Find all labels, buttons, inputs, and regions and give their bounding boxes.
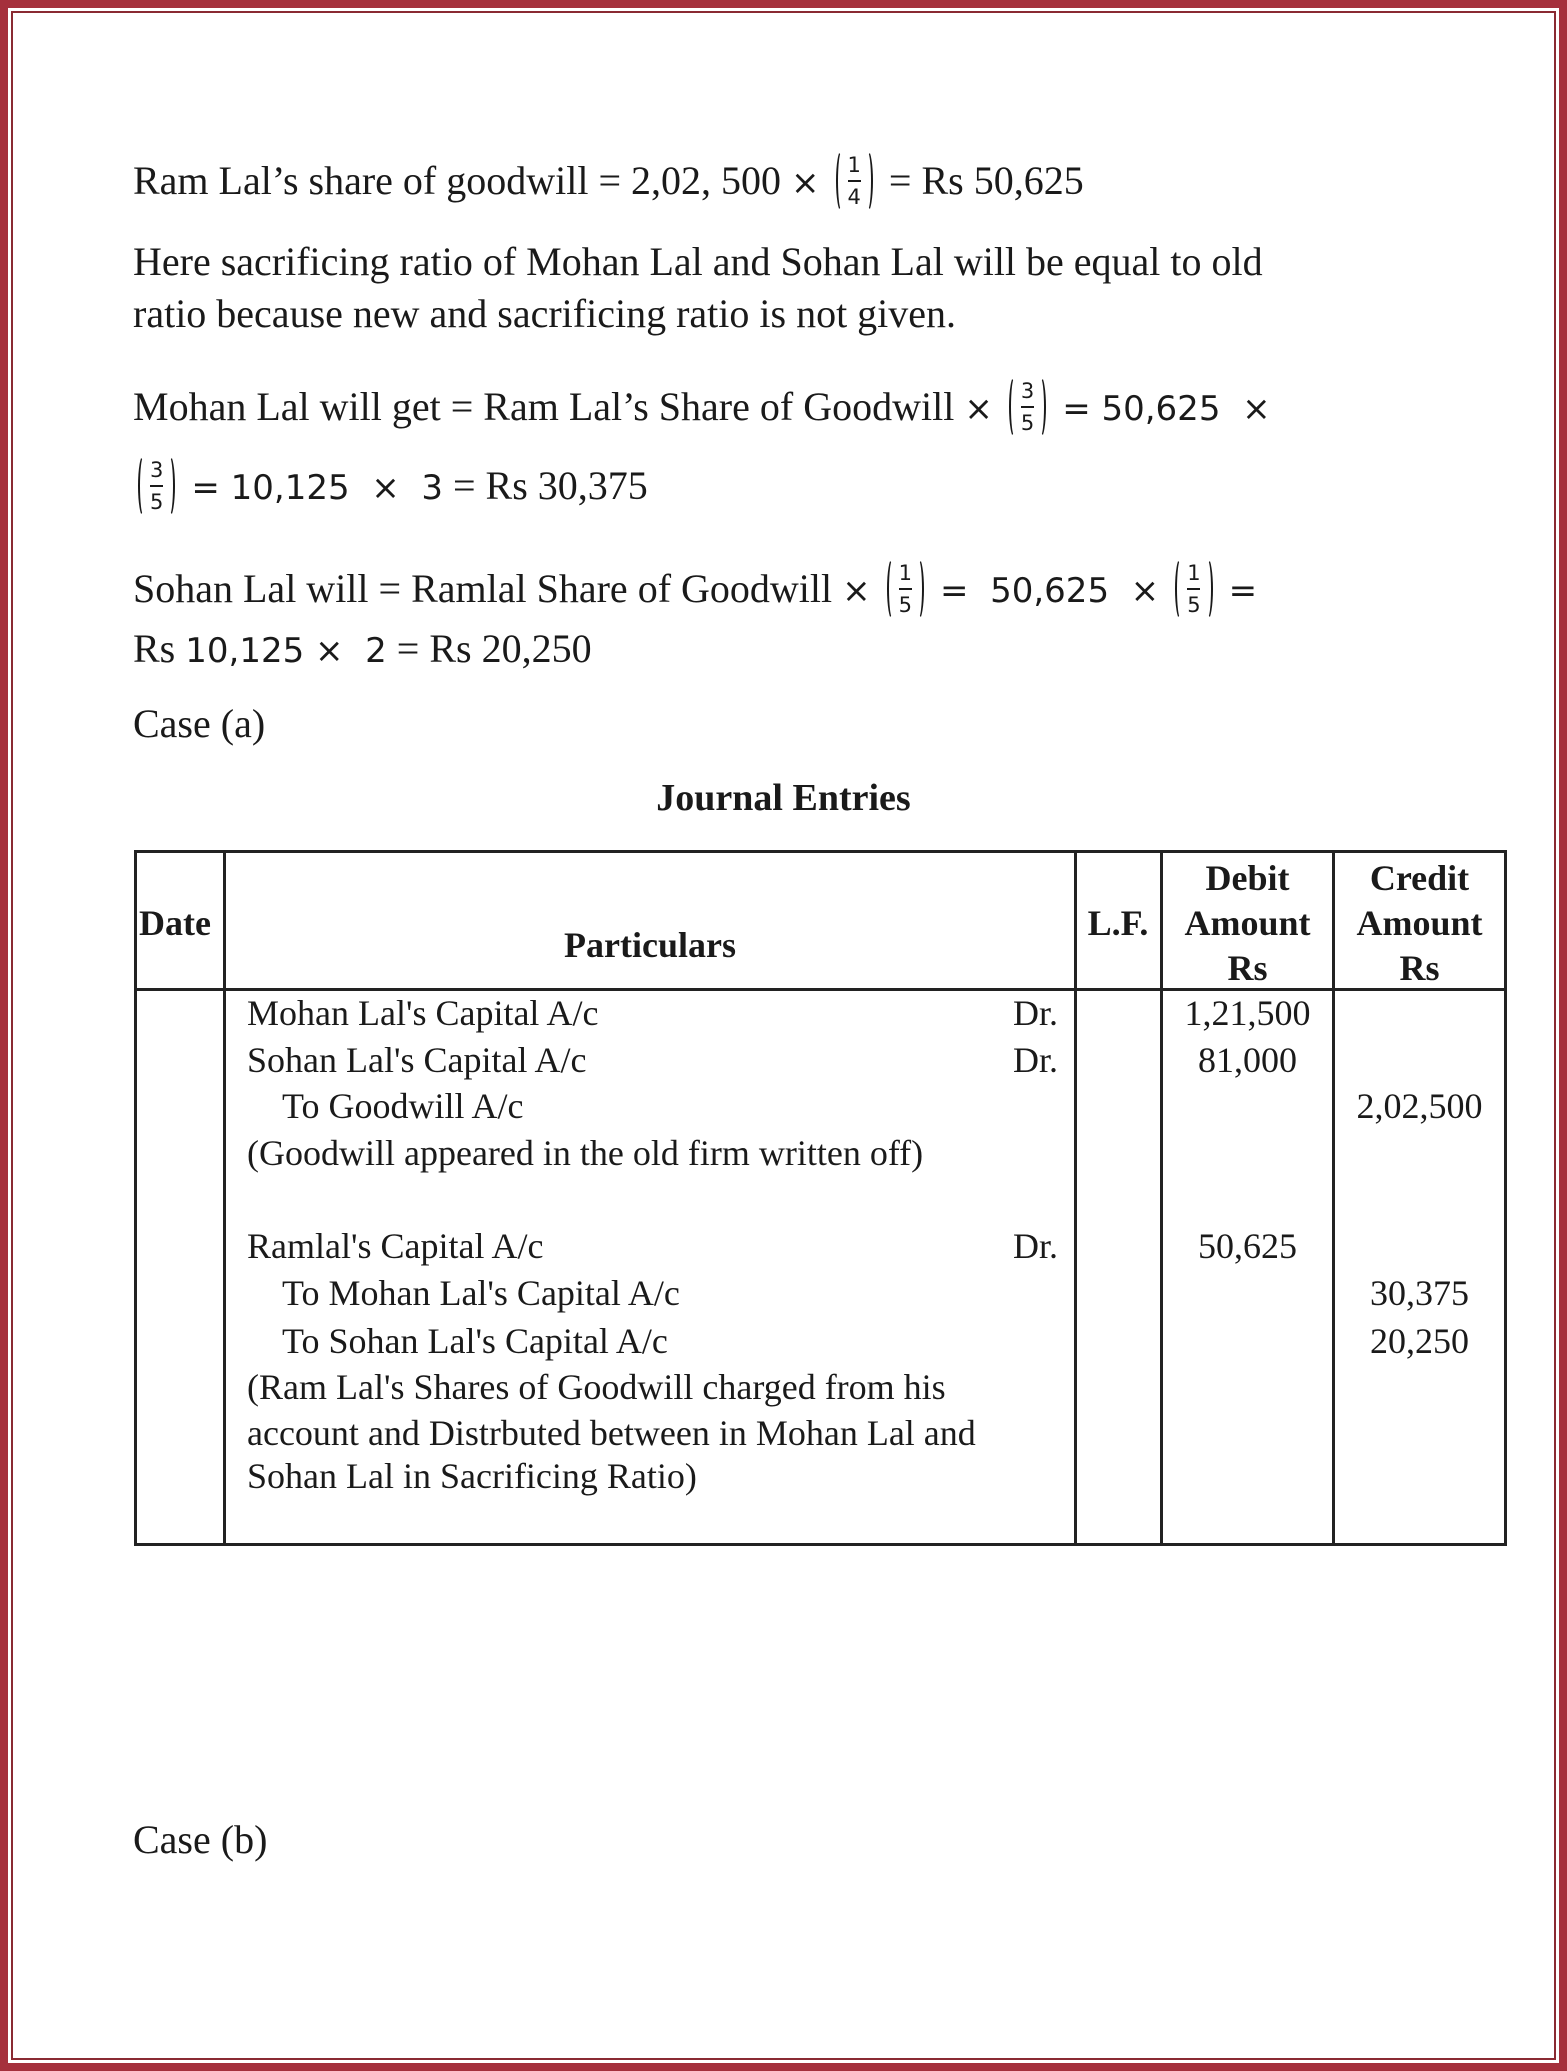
result: = Rs 20,250 <box>396 626 592 671</box>
fraction <box>836 148 873 214</box>
header-line: Rs <box>1399 948 1440 988</box>
fraction <box>138 453 175 519</box>
particulars-cell: To Mohan Lal's Capital A/c <box>282 1273 680 1313</box>
currency: Rs <box>133 626 176 671</box>
denominator: 5 <box>1020 411 1035 436</box>
numerator: 1 <box>898 560 912 585</box>
dr-marker: Dr. <box>1013 1040 1058 1080</box>
header-date: Date <box>139 903 211 943</box>
fraction <box>887 556 924 622</box>
particulars-cell: Sohan Lal in Sacrificing Ratio) <box>247 1456 697 1496</box>
dr-marker: Dr. <box>1013 993 1058 1033</box>
header-line: Debit <box>1205 858 1290 898</box>
header-line: Rs <box>1227 948 1268 988</box>
mohan-line-2 <box>138 457 648 523</box>
particulars-cell: Mohan Lal's Capital A/c <box>247 993 599 1033</box>
debit-amount: 1,21,500 <box>1184 993 1311 1033</box>
result: = Rs 50,625 <box>888 158 1084 204</box>
particulars-cell: To Sohan Lal's Capital A/c <box>282 1321 668 1361</box>
header-line: Amount <box>1184 903 1311 943</box>
header-line: Amount <box>1356 903 1483 943</box>
numerator: 1 <box>847 152 861 177</box>
journal-title: Journal Entries <box>656 777 911 819</box>
fraction <box>1175 556 1212 622</box>
particulars-cell: (Ram Lal's Shares of Goodwill charged from his <box>247 1367 946 1407</box>
particulars-cell: To Goodwill A/c <box>282 1086 524 1126</box>
text: Ram Lal’s share of goodwill = 2,02, 500 <box>133 158 782 204</box>
sacrifice-line-2: ratio because new and sacrificing ratio is not given. <box>133 291 957 336</box>
header-credit <box>1335 856 1504 991</box>
numerator: 3 <box>150 457 164 482</box>
text: Mohan Lal will get = Ram Lal’s Share of Goodwill <box>133 384 955 430</box>
credit-amount: 20,250 <box>1370 1321 1469 1361</box>
fraction <box>1009 374 1046 440</box>
ram-share-line <box>133 152 1084 218</box>
header-line: Credit <box>1369 858 1470 898</box>
text: Sohan Lal will = Ramlal Share of Goodwill <box>133 566 833 612</box>
sohan-line-2 <box>133 625 592 675</box>
equation: = 50,625 × <box>940 571 1160 612</box>
particulars-cell: (Goodwill appeared in the old firm written off) <box>247 1133 924 1173</box>
particulars-cell: account and Distrbuted between in Mohan Lal and <box>247 1413 976 1453</box>
debit-amount: 81,000 <box>1198 1040 1297 1080</box>
numerator: 3 <box>1020 378 1035 403</box>
header-lf: L.F. <box>1087 903 1149 943</box>
particulars-cell: Sohan Lal's Capital A/c <box>247 1040 587 1080</box>
denominator: 5 <box>1187 593 1201 618</box>
mohan-line <box>133 378 1271 444</box>
equation: = 50,625 × <box>1062 389 1271 430</box>
times-sign: × <box>842 571 871 612</box>
equation: 10,125 × 2 <box>185 631 387 671</box>
debit-amount: 50,625 <box>1198 1226 1297 1266</box>
case-a-label: Case (a) <box>133 701 266 746</box>
equation: = 10,125 × 3 <box>191 468 443 509</box>
result: = Rs 30,375 <box>453 463 648 509</box>
times-sign: × <box>964 389 993 430</box>
header-debit <box>1163 856 1332 991</box>
credit-amount: 2,02,500 <box>1356 1086 1483 1126</box>
header-particulars: Particulars <box>564 925 736 965</box>
journal-table <box>134 850 1507 1546</box>
equals-sign: = <box>1228 571 1258 612</box>
case-b-label: Case (b) <box>133 1817 268 1862</box>
particulars-cell: Ramlal's Capital A/c <box>247 1226 544 1266</box>
column-divider <box>1074 853 1077 1543</box>
times-sign: × <box>791 163 820 204</box>
numerator: 1 <box>1187 560 1201 585</box>
sohan-line <box>133 560 1257 626</box>
denominator: 5 <box>898 593 912 618</box>
denominator: 4 <box>847 185 861 210</box>
credit-amount: 30,375 <box>1370 1273 1469 1313</box>
sacrifice-line-1: Here sacrificing ratio of Mohan Lal and Sohan Lal will be equal to old <box>133 239 1263 284</box>
dr-marker: Dr. <box>1013 1226 1058 1266</box>
denominator: 5 <box>150 490 164 515</box>
